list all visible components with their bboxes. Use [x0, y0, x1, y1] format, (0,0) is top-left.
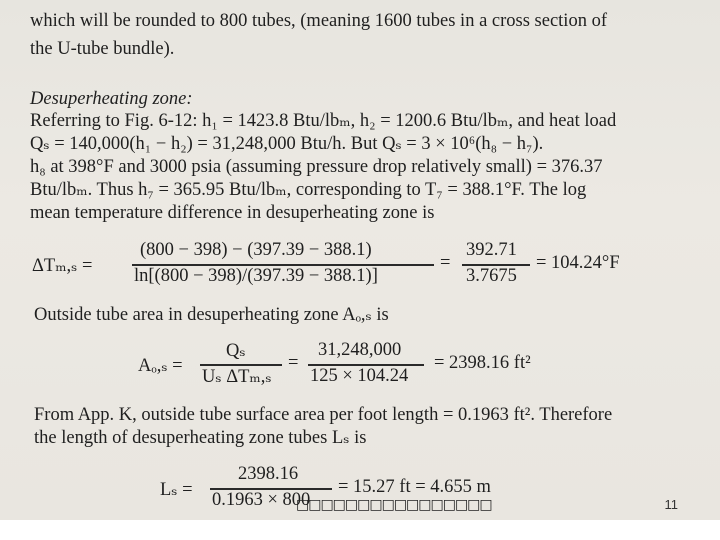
text-line-3: Referring to Fig. 6-12: h₁ = 1423.8 Btu/lbₘ, h₂ = 1200.6 Btu/lbₘ, and heat load — [30, 111, 617, 131]
eq2-numerator: Qₛ — [226, 341, 246, 361]
text-line-5: h₈ at 398°F and 3000 psia (assuming pressure drop relatively small) = 376.37 — [30, 157, 603, 177]
eq2-lhs: Aₒ,ₛ = — [138, 356, 183, 376]
eq1-numerator: (800 − 398) − (397.39 − 388.1) — [140, 240, 372, 260]
eq1-denominator: ln[(800 − 398)/(397.39 − 388.1)] — [134, 266, 378, 286]
text-line-7: mean temperature difference in desuperheating zone is — [30, 203, 435, 223]
eq3-lhs: Lₛ = — [160, 480, 193, 500]
text-line-9: From App. K, outside tube surface area per foot length = 0.1963 ft². Therefore — [34, 405, 613, 425]
eq2-numerator-2: 31,248,000 — [318, 340, 402, 360]
eq3-numerator: 2398.16 — [238, 464, 299, 484]
eq1-denominator-2: 3.7675 — [466, 266, 517, 286]
section-heading: Desuperheating zone: — [30, 89, 193, 109]
text-line-6: Btu/lbₘ. Thus h₇ = 365.95 Btu/lbₘ, corresponding to T₇ = 388.1°F. The log — [30, 180, 587, 200]
eq1-numerator-2: 392.71 — [466, 240, 517, 260]
text-line-2: the U-tube bundle). — [30, 39, 175, 59]
eq2-result: = 2398.16 ft² — [434, 353, 531, 373]
slide-page-number: 11 — [664, 497, 678, 512]
missing-glyph-text: □□□□□□□□□□□□□□□□ — [296, 497, 492, 513]
eq1-lhs: ΔTₘ,ₛ = — [32, 256, 93, 276]
eq3-denominator: 0.1963 × 800 — [212, 490, 311, 510]
eq3-result: = 15.27 ft = 4.655 m — [338, 477, 491, 497]
eq2-equals: = — [288, 353, 299, 373]
text-line-8: Outside tube area in desuperheating zone Aₒ,ₛ is — [34, 305, 389, 325]
eq1-result: = 104.24°F — [536, 253, 620, 273]
text-line-1: which will be rounded to 800 tubes, (meaning 1600 tubes in a cross section of — [30, 11, 607, 31]
eq2-denominator-2: 125 × 104.24 — [310, 366, 409, 386]
eq2-denominator: Uₛ ΔTₘ,ₛ — [202, 367, 272, 387]
text-line-10: the length of desuperheating zone tubes Lₛ is — [34, 428, 367, 448]
text-line-4: Qₛ = 140,000(h₁ − h₂) = 31,248,000 Btu/h. But Qₛ = 3 × 10⁶(h₈ − h₇). — [30, 134, 544, 154]
eq1-equals: = — [440, 253, 451, 273]
